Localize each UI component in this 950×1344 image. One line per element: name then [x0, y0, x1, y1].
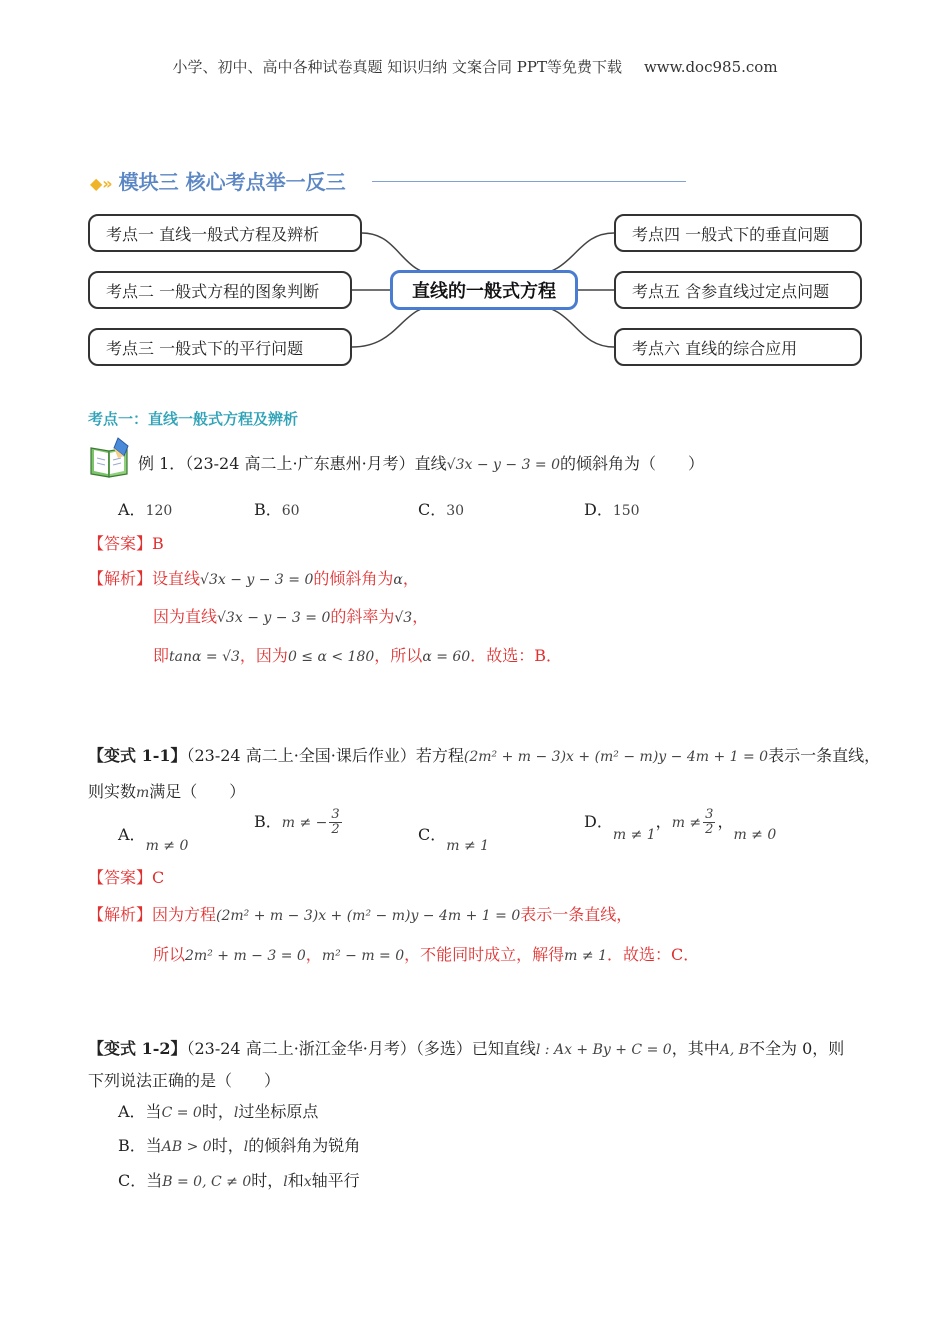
- mindmap-center: 直线的一般式方程: [390, 270, 578, 310]
- example1-option-b[interactable]: B．60: [254, 500, 300, 519]
- topic-box-1: 考点一 直线一般式方程及辨析: [88, 214, 362, 252]
- variant11-equation: (2m² + m − 3)x + (m² − m)y − 4m + 1 = 0: [463, 749, 769, 765]
- variant11-stem: 【变式 1-1】（23-24 高二上·全国·课后作业）若方程(2m² + m − 3)x + (m² − m)y − 4m + 1 = 0表示一条直线，: [88, 746, 881, 765]
- example1-stem: 例 1．（23-24 高二上·广东惠州·月考）直线√3x − y − 3 = 0的倾斜角为（ ）: [138, 454, 705, 473]
- variant11-option-c[interactable]: C．m ≠ 1: [418, 825, 490, 854]
- topic-box-5: 考点五 含参直线过定点问题: [614, 271, 862, 309]
- header-text: 小学、初中、高中各种试卷真题 知识归纳 文案合同 PPT等免费下载: [172, 58, 622, 76]
- connector-left-1: [362, 233, 440, 275]
- variant11-option-b[interactable]: B．m ≠ − $\frac{3}{2}$: [254, 807, 340, 837]
- topic-box-4: 考点四 一般式下的垂直问题: [614, 214, 862, 252]
- header-url[interactable]: www.doc985.com: [643, 58, 778, 76]
- topic-box-2: 考点二 一般式方程的图象判断: [88, 271, 352, 309]
- connector-right-1: [530, 233, 614, 275]
- example1-analysis-line3: 即tanα = √3，因为0 ≤ α < 180，所以α = 60．故选：B．: [153, 646, 562, 665]
- variant11-answer: 【答案】C: [88, 868, 165, 887]
- topic-box-6: 考点六 直线的综合应用: [614, 328, 862, 366]
- example1-analysis-line1: 【解析】设直线√3x − y − 3 = 0的倾斜角为α，: [88, 569, 419, 588]
- variant12-stem: 【变式 1-2】（23-24 高二上·浙江金华·月考）（多选）已知直线l : Ax + By + C = 0，其中A, B不全为 0，则: [88, 1039, 845, 1058]
- variant12-stem-line2: 下列说法正确的是（ ）: [88, 1071, 281, 1090]
- book-pencil-icon: [88, 436, 134, 478]
- section-heading: 考点一：直线一般式方程及辨析: [88, 410, 299, 428]
- example1-answer: 【答案】B: [88, 534, 164, 553]
- example1-option-d[interactable]: D．150: [584, 500, 640, 519]
- example1-analysis-line2: 因为直线√3x − y − 3 = 0的斜率为√3，: [153, 607, 429, 626]
- variant12-equation: l : Ax + By + C = 0: [535, 1042, 672, 1058]
- variant12-option-c[interactable]: C．当B = 0, C ≠ 0时，l和x轴平行: [118, 1171, 360, 1190]
- variant11-stem-line2: 则实数m满足（ ）: [88, 782, 246, 801]
- variant12-option-a[interactable]: A．当C = 0时，l过坐标原点: [118, 1102, 319, 1121]
- connector-left-3: [352, 305, 440, 347]
- variant11-analysis-line2: 所以2m² + m − 3 = 0，m² − m = 0，不能同时成立，解得m ≠ 1．故选：C．: [153, 945, 700, 964]
- double-chevron-icon: ◆»: [90, 174, 113, 193]
- example1-equation: √3x − y − 3 = 0: [446, 457, 561, 473]
- variant11-option-d[interactable]: D．m ≠ 1，m ≠ $\frac{3}{2}$ ，m ≠ 0: [584, 807, 777, 843]
- example1-option-c[interactable]: C．30: [418, 500, 465, 519]
- connector-right-3: [530, 305, 614, 347]
- module-title-text: 模块三 核心考点举一反三: [118, 170, 346, 194]
- variant11-analysis-line1: 【解析】因为方程(2m² + m − 3)x + (m² − m)y − 4m + 1 = 0表示一条直线，: [88, 905, 633, 924]
- topic-box-3: 考点三 一般式下的平行问题: [88, 328, 352, 366]
- example1-option-a[interactable]: A．120: [118, 500, 173, 519]
- variant11-option-a[interactable]: A．m ≠ 0: [118, 825, 189, 854]
- variant12-option-b[interactable]: B．当AB > 0时，l的倾斜角为锐角: [118, 1136, 361, 1155]
